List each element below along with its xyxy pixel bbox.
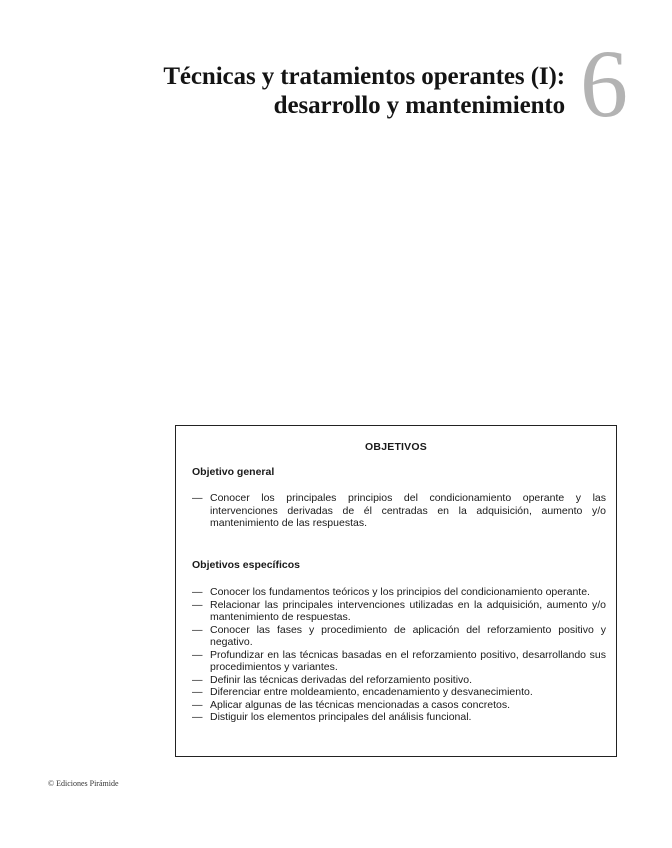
general-objective-list: [192, 492, 606, 530]
list-item: — Conocer los principales principios del condicionamiento operante y las intervenciones derivadas de él centradas en la adquisición, aumento y/o mantenimiento de las respuestas.: [192, 492, 606, 530]
list-item: — Conocer las fases y procedimiento de aplicación del reforzamiento positivo y negativo.: [192, 624, 606, 649]
chapter-number: 6: [580, 30, 628, 137]
list-item: — Conocer los fundamentos teóricos y los principios del condicionamiento operante.: [192, 586, 606, 599]
chapter-title-line-2: desarrollo y mantenimiento: [273, 92, 565, 119]
general-objective-heading: Objetivo general: [192, 466, 275, 478]
specific-objectives-heading: Objetivos específicos: [192, 559, 300, 571]
list-item: — Profundizar en las técnicas basadas en el reforzamiento positivo, desarrollando sus procedimientos y variantes.: [192, 649, 606, 674]
specific-objectives-list: [192, 586, 606, 724]
objectives-heading: OBJETIVOS: [365, 441, 427, 453]
list-item: — Definir las técnicas derivadas del reforzamiento positivo.: [192, 674, 606, 687]
chapter-header: [0, 0, 672, 140]
list-item: — Aplicar algunas de las técnicas mencionadas a casos concretos.: [192, 699, 606, 712]
list-item: — Relacionar las principales intervenciones utilizadas en la adquisición, aumento y/o mantenimiento de respuestas.: [192, 599, 606, 624]
chapter-title: [163, 62, 565, 120]
objectives-box: [175, 425, 617, 757]
chapter-title-line-1: Técnicas y tratamientos operantes (I):: [163, 63, 565, 90]
copyright-footer: © Ediciones Pirámide: [48, 779, 119, 788]
list-item: — Distiguir los elementos principales del análisis funcional.: [192, 711, 606, 724]
list-item: — Diferenciar entre moldeamiento, encadenamiento y desvanecimiento.: [192, 686, 606, 699]
